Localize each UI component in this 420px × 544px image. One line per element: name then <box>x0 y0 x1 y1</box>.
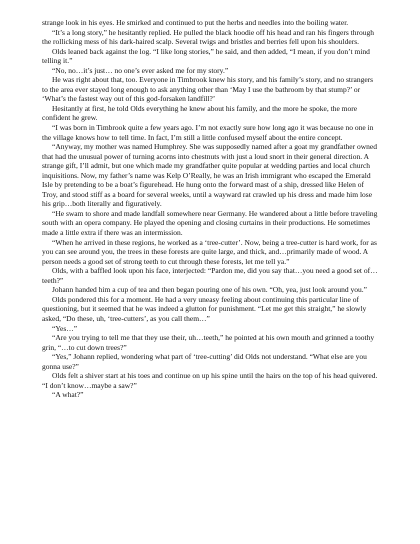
paragraph: He was right about that, too. Everyone in Timbrook knew his story, and his family’s story, and no strangers to the area ever stayed long enough to ask anything other than ‘May I use the bathroom by that stump?’ or ‘What’s the fastest way out of this god-forsaken landfill?’ <box>42 75 374 104</box>
paragraph: “I was born in Timbrook quite a few years ago. I’m not exactly sure how long ago it was because no one in the village knows how to tell time. In fact, I’m still a little confused myself about the entire concept. <box>42 123 374 142</box>
paragraph: “Anyway, my mother was named Humphrey. She was supposedly named after a goat my grandfather owned that had the unusual power of turning acorns into chestnuts with just a loud snort in their general direction. A strange gift, I’ll admit, but one which made my grandfather quite popular at wedding parties and local church inquisitions. Now, my father’s name was Kelp O’Really, he was an Irish immigrant who escaped the Emerald Isle by pretending to be a boat’s figurehead. He hung onto the forward mast of a ship, dressed like Helen of Troy, and stood stiff as a board for several weeks, until a wayward rat crawled up his dress and made him lose his grip…both literally and figuratively. <box>42 142 377 209</box>
paragraph: Hesitantly at first, he told Olds everything he knew about his family, and the more he spoke, the more confident he grew. <box>42 103 358 123</box>
paragraph: Johann handed him a cup of tea and then began pouring one of his own. “Oh, yea, just look around you.” <box>52 285 367 295</box>
paragraph: “Are you trying to tell me that they use their, uh…teeth,” he pointed at his own mouth and grinned a toothy grin, “…to cut down trees?” <box>42 333 375 352</box>
body-text <box>42 18 378 400</box>
paragraph: Olds pondered this for a moment. He had a very uneasy feeling about continuing this particular line of questioning, but it seemed that he was indeed a glutton for punishment. “Let me get this straight,” he slowly asked, “Do these, uh, ‘tree-cutters’, as you call them…” <box>42 294 367 323</box>
paragraph: “A what?” <box>52 390 84 400</box>
paragraph: “It’s a long story,” he hesitantly replied. He pulled the black hoodie off his head and ran his fingers through the rollicking mess of his dark-haired scalp. Several twigs and bristles and berries fell upon his shoulders. <box>42 27 374 47</box>
paragraph: “He swam to shore and made landfall somewhere near Germany. He wandered about a little before traveling south with an opera company. He played the opening and closing curtains in their productions. He sometimes made a little extra if there was an intermission. <box>42 208 378 238</box>
paragraph: Olds, with a baffled look upon his face, interjected: “Pardon me, did you say that…you need a good set of…teeth?” <box>42 266 378 285</box>
paragraph: “Yes…” <box>52 323 78 333</box>
paragraph: Olds felt a shiver start at his toes and continue on up his spine until the hairs on the top of his head quivered. “I don’t know…maybe a saw?” <box>42 371 378 390</box>
paragraph: Olds leaned back against the log. “I like long stories,” he said, and then added, “I mean, if you don’t mind telling it.” <box>42 46 370 66</box>
paragraph: “When he arrived in these regions, he worked as a ‘tree-cutter’. Now, being a tree-cutter is hard work, for as you can see around you, the trees in these forests are quite large, and thick, and…primarily made of wood. A person needs a good set of strong teeth to cut through these forests, let me tell ya.” <box>42 237 377 266</box>
paragraph: “Yes,” Johann replied, wondering what part of ‘tree-cutting’ did Olds not understand. “What else are you gonna use?” <box>42 352 367 371</box>
paragraph: strange look in his eyes. He smirked and continued to put the herbs and needles into the boiling water. <box>42 18 349 27</box>
paragraph: “No, no…it’s just… no one’s ever asked me for my story.” <box>52 65 229 75</box>
